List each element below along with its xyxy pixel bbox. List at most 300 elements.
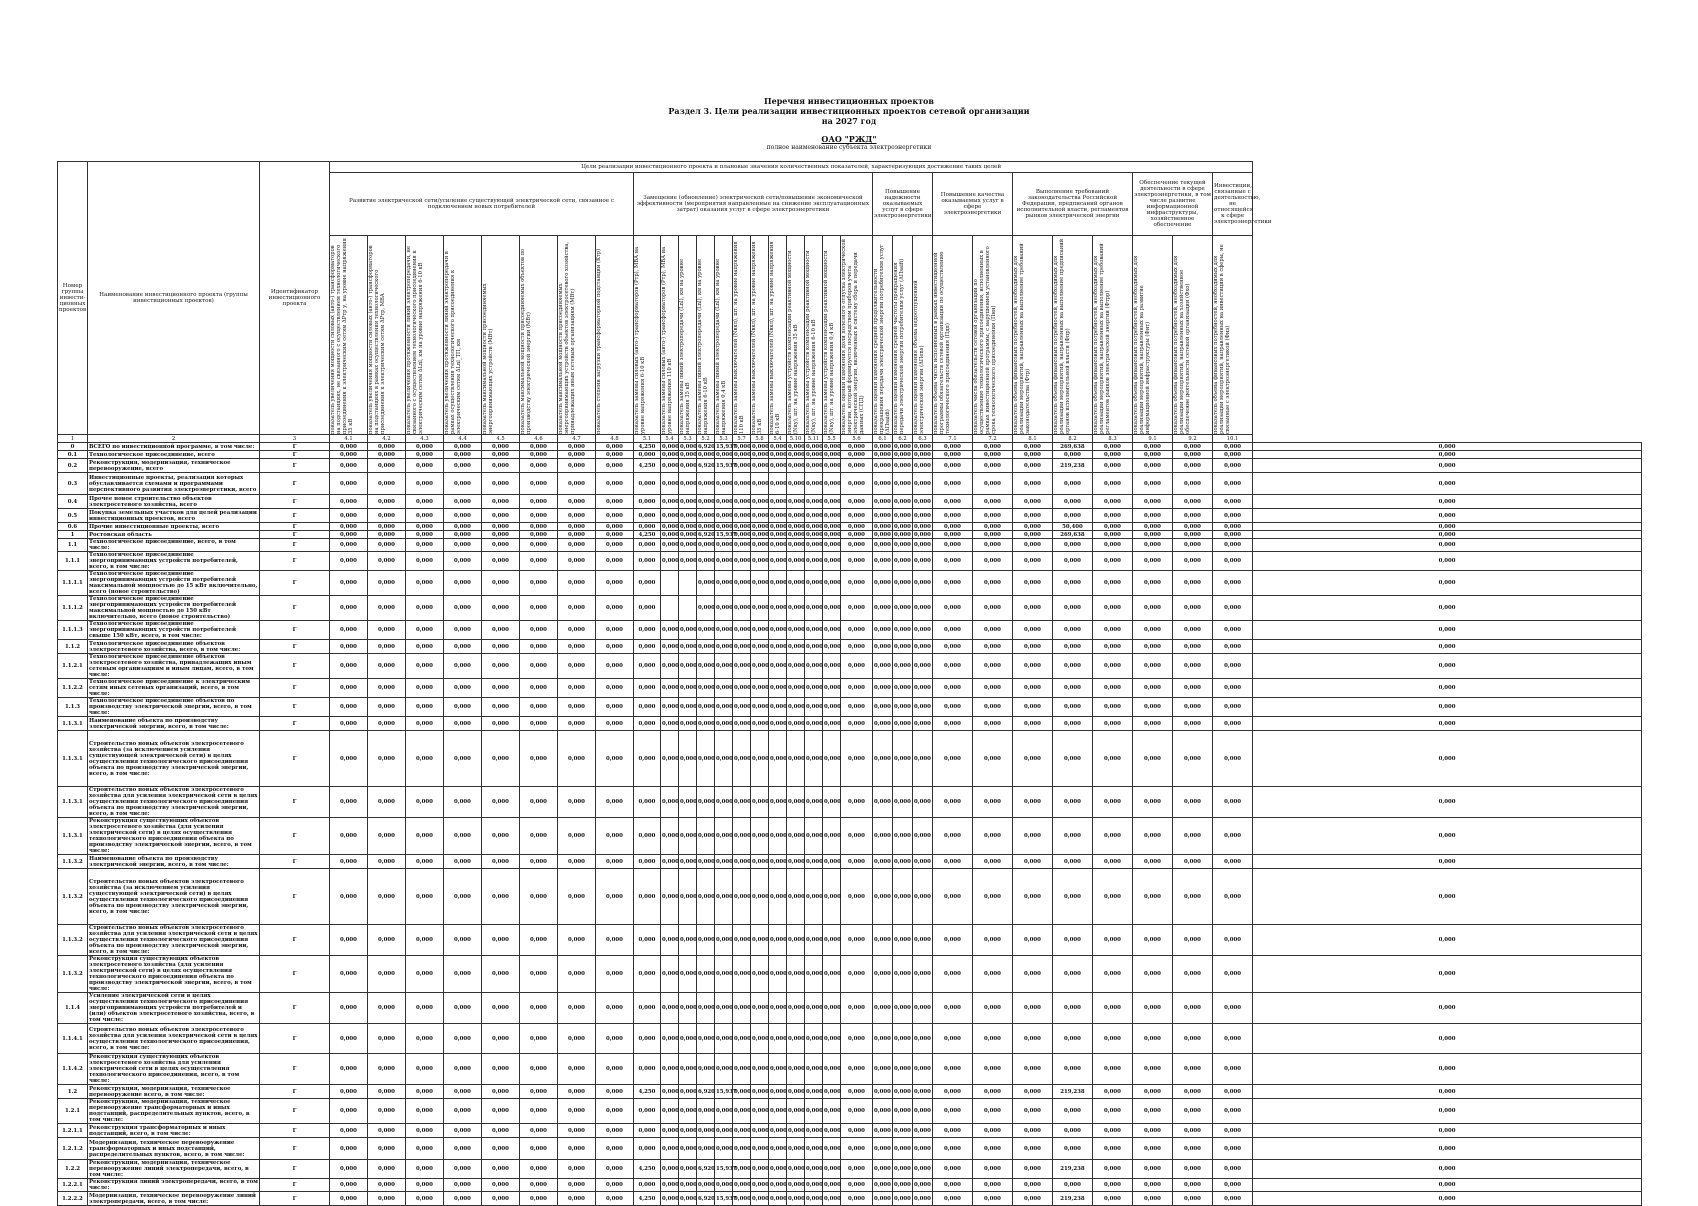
row-value-cell: 0,000 bbox=[1173, 531, 1213, 539]
row-value-cell: 0,000 bbox=[1133, 443, 1173, 451]
row-value-cell: 0,000 bbox=[805, 1138, 823, 1160]
row-value-cell: 0,000 bbox=[330, 1085, 368, 1099]
row-value-cell: 0,000 bbox=[1133, 523, 1173, 531]
row-value-cell: 0,000 bbox=[1213, 523, 1253, 531]
indicator-label: показатель оценки изменения средней продолжительности прекращения передачи электрической энергии потребителям услуг (ΔПsaidi) bbox=[873, 244, 891, 434]
row-value-cell: 0,000 bbox=[933, 621, 973, 640]
row-value-cell: 0,000 bbox=[751, 925, 769, 956]
row-value-cell: 0,000 bbox=[1093, 571, 1133, 596]
row-value-cell: 0,000 bbox=[734, 451, 751, 458]
row-value-cell: 0,000 bbox=[596, 1192, 634, 1206]
row-value-cell: 0,000 bbox=[596, 731, 634, 787]
row-value-cell: 0,000 bbox=[1133, 621, 1173, 640]
row-value-cell: 0,000 bbox=[1093, 1085, 1133, 1099]
row-value-cell: 0,000 bbox=[634, 869, 661, 925]
row-value-cell: 0,000 bbox=[1093, 869, 1133, 925]
row-value-cell: 0,000 bbox=[973, 539, 1013, 552]
row-value-cell: 0,000 bbox=[913, 993, 933, 1024]
row-value-cell: 0,000 bbox=[893, 1085, 913, 1099]
row-value-cell: 0,000 bbox=[933, 596, 973, 621]
row-value-cell: 0,000 bbox=[841, 451, 873, 459]
indicator-label: показатель оценки изменения доли полезного отпуска электрической энергии, который формируется посредством приборов учета электрической энергии, включенных в систему сбора и передачи данных (СПД) bbox=[841, 239, 865, 434]
row-value-cell: 0,000 bbox=[841, 1192, 873, 1206]
row-value-cell: 0,000 bbox=[841, 1138, 873, 1160]
row-value-cell: 0,000 bbox=[406, 621, 444, 640]
row-value-cell: 0,000 bbox=[973, 1024, 1013, 1054]
row-value-cell: 0,000 bbox=[596, 1179, 634, 1192]
row-value-cell: 0,000 bbox=[1133, 956, 1173, 993]
row-value-cell: 0,000 bbox=[406, 571, 444, 596]
row-value-cell: 0,000 bbox=[520, 459, 558, 473]
row-project-name: Реконструкция существующих объектов электросетевого хозяйства для усиления электрической сети в целях осуществления технологического присоединения, всего, в том числе: bbox=[88, 1054, 260, 1085]
indicator-label: показатель объема финансовых потребностей, необходимых для реализации мероприятий, направленных на выполнение требований регламентов рынков электрической энергии (Фтрр) bbox=[1093, 243, 1111, 434]
row-value-cell: 0,000 bbox=[933, 731, 973, 787]
row-value-cell: 0,000 bbox=[330, 1138, 368, 1160]
row-value-cell: 0,000 bbox=[751, 717, 769, 731]
row-value-cell: 0,000 bbox=[368, 509, 406, 523]
row-value-cell: 0,000 bbox=[679, 1192, 697, 1206]
row-value-cell: 0,000 bbox=[662, 531, 679, 538]
row-value-cell: 0,000 bbox=[1253, 731, 1642, 787]
row-value-cell: 0,000 bbox=[520, 1124, 558, 1138]
row-value-cell: 0,000 bbox=[330, 1179, 368, 1192]
row-value-cell: 0,000 bbox=[558, 539, 596, 552]
row-value-cell: 0,000 bbox=[697, 1179, 715, 1192]
row-value-cell: 0,000 bbox=[368, 596, 406, 621]
row-value-cell: 0,000 bbox=[679, 855, 697, 869]
row-value-cell: 0,000 bbox=[330, 956, 368, 993]
row-value-cell: 0,000 bbox=[406, 473, 444, 495]
row-value-cell: 0,000 bbox=[634, 956, 661, 993]
row-value-cell: 0,000 bbox=[715, 509, 733, 523]
row-value-cell: 0,000 bbox=[1173, 451, 1213, 459]
row-value-cell: 0,000 bbox=[873, 1138, 893, 1160]
row-value-cell: 0,000 bbox=[805, 717, 823, 731]
row-value-cell: 0,000 bbox=[1133, 495, 1173, 509]
row-value-cell: 0,000 bbox=[1213, 1138, 1253, 1160]
row-value-cell: 0,000 bbox=[1133, 473, 1173, 495]
row-value-cell: 0,000 bbox=[1253, 473, 1642, 495]
row-value-cell: 0,000 bbox=[406, 1024, 444, 1054]
row-value-cell: 0,000 bbox=[1213, 1124, 1253, 1138]
row-value-cell: 0,000 bbox=[893, 925, 913, 956]
row-value-cell: 0,000 bbox=[751, 731, 769, 787]
row-number: 1.1.2 bbox=[58, 640, 88, 654]
row-value-cell: 0,000 bbox=[1173, 473, 1213, 495]
row-value-cell: 0,000 bbox=[520, 1138, 558, 1160]
row-value-cell: 0,000 bbox=[444, 531, 482, 539]
row-value-cell: 0,000 bbox=[558, 818, 596, 855]
row-project-name: Реконструкция, модернизация, техническое перевооружение линий электропередачи, всего, в том числе: bbox=[88, 1160, 260, 1179]
row-value-cell: 0,000 bbox=[482, 654, 520, 679]
indicator-label: показатель замены устройств компенсации реактивной мощности (Nку), шт. на уровне напряжения 6-10 кВ bbox=[805, 250, 817, 434]
row-value-cell: 0,000 bbox=[1253, 451, 1642, 459]
row-value-cell: 0,000 bbox=[1013, 1085, 1053, 1099]
row-value-cell: 0,000 bbox=[406, 523, 444, 531]
row-value-cell: 0,000 bbox=[406, 1085, 444, 1099]
row-value-cell: 0,000 bbox=[520, 855, 558, 869]
row-value-cell: 0,000 bbox=[444, 451, 482, 459]
indicator-label: показатель степени загрузки трансформаторной подстанции (Ктр) bbox=[596, 248, 602, 434]
row-value-cell: 0,000 bbox=[933, 818, 973, 855]
row-value-cell: 0,000 bbox=[368, 869, 406, 925]
row-value-cell: 0,000 bbox=[406, 596, 444, 621]
row-number: 1.1.3.2 bbox=[58, 925, 88, 956]
row-value-cell: 0,000 bbox=[769, 1085, 787, 1099]
row-value-cell: 0,000 bbox=[1053, 1179, 1093, 1192]
table-row bbox=[58, 925, 1642, 956]
row-value-cell: 0,000 bbox=[634, 539, 661, 552]
row-number: 0.6 bbox=[58, 523, 88, 531]
row-value-cell: 0,000 bbox=[596, 539, 634, 552]
row-value-cell: 0,000 bbox=[805, 855, 823, 869]
row-value-cell: 0,000 bbox=[697, 1138, 715, 1160]
row-value-cell: 0,000 bbox=[1093, 787, 1133, 818]
row-value-cell: 0,000 bbox=[873, 509, 893, 523]
row-value-cell: 219,238 bbox=[1053, 1160, 1093, 1179]
row-value-cell: 0,000 bbox=[933, 1160, 973, 1179]
row-value-cell: 0,000 bbox=[482, 596, 520, 621]
row-value-cell: 0,000 bbox=[933, 531, 973, 539]
row-number: 1.2.1.1 bbox=[58, 1124, 88, 1138]
row-value-cell: 0,000 bbox=[520, 731, 558, 787]
row-value-cell: 0,000 bbox=[914, 451, 931, 458]
row-value-cell: 0,000 bbox=[769, 654, 787, 679]
row-value-cell: 0,000 bbox=[330, 596, 368, 621]
row-value-cell: 0,000 bbox=[933, 1099, 973, 1124]
row-value-cell: 0,000 bbox=[406, 539, 444, 552]
row-value-cell: 0,000 bbox=[368, 731, 406, 787]
row-value-cell: 0,000 bbox=[973, 855, 1013, 869]
table-row bbox=[58, 818, 1642, 855]
indicator-header bbox=[558, 236, 596, 435]
row-value-cell: 0,000 bbox=[1013, 1054, 1053, 1085]
row-value-cell: 0,000 bbox=[482, 443, 520, 451]
row-value-cell: 0,000 bbox=[751, 1179, 769, 1192]
row-project-name: Ростовская область bbox=[88, 531, 260, 539]
row-value-cell: 0,000 bbox=[679, 1138, 697, 1160]
row-value-cell: 0,000 bbox=[751, 1085, 769, 1099]
row-value-cell: 0,000 bbox=[368, 679, 406, 698]
row-value-cell: 0,000 bbox=[661, 855, 679, 869]
row-project-name: Технологическое присоединение энергопринимающих устройств потребителей максимальной мощностью до 150 кВт включительно, всего (новое строительство) bbox=[88, 596, 260, 621]
row-project-id: Г bbox=[260, 698, 330, 717]
column-number: 4.1 bbox=[330, 435, 368, 443]
indicator-header bbox=[933, 236, 973, 435]
table-row bbox=[58, 443, 1642, 451]
row-project-id: Г bbox=[260, 787, 330, 818]
row-value-cell: 0,000 bbox=[769, 1179, 787, 1192]
row-value-cell: 0,000 bbox=[406, 509, 444, 523]
row-value-cell: 0,000 bbox=[1013, 1099, 1053, 1124]
row-value-cell: 0,000 bbox=[715, 539, 733, 552]
row-value-cell: 0,000 bbox=[520, 539, 558, 552]
row-value-cell: 0,000 bbox=[368, 495, 406, 509]
row-value-cell: 0,000 bbox=[1213, 640, 1253, 654]
row-value-cell: 0,000 bbox=[733, 855, 751, 869]
row-value-cell: 0,000 bbox=[330, 679, 368, 698]
goal-group-header: Выполнение требований законодательства Российской Федерации, предписаний органов исполнительной власти, регламентов рынков электрической энергии bbox=[1013, 173, 1133, 236]
row-value-cell: 0,000 bbox=[751, 552, 769, 571]
row-value-cell: 0,000 bbox=[482, 531, 520, 539]
indicator-header bbox=[444, 236, 482, 435]
row-value-cell: 0,000 bbox=[1093, 1099, 1133, 1124]
row-value-cell: 0,000 bbox=[1173, 1085, 1213, 1099]
table-row bbox=[58, 1024, 1642, 1054]
row-value-cell: 0,000 bbox=[482, 459, 520, 473]
row-value-cell: 15,937 bbox=[715, 1085, 733, 1099]
row-value-cell: 0,000 bbox=[661, 1099, 679, 1124]
row-value-cell: 0,000 bbox=[558, 621, 596, 640]
row-value-cell: 0,000 bbox=[913, 818, 933, 855]
column-number: 8.2 bbox=[1053, 435, 1093, 443]
row-value-cell: 0,000 bbox=[1173, 654, 1213, 679]
row-value-cell: 0,000 bbox=[1253, 531, 1642, 539]
row-value-cell: 0,000 bbox=[873, 698, 893, 717]
row-value-cell: 0,000 bbox=[330, 654, 368, 679]
row-value-cell: 50,400 bbox=[1053, 523, 1093, 531]
row-value-cell: 0,000 bbox=[841, 531, 873, 539]
row-value-cell: 0,000 bbox=[1093, 473, 1133, 495]
row-value-cell: 0,000 bbox=[444, 621, 482, 640]
row-value-cell: 0,000 bbox=[841, 459, 873, 473]
row-value-cell: 0,000 bbox=[873, 956, 893, 993]
table-row bbox=[58, 1179, 1642, 1192]
row-value-cell: 0,000 bbox=[661, 956, 679, 993]
row-value-cell: 0,000 bbox=[873, 1160, 893, 1179]
row-value-cell: 0,000 bbox=[787, 654, 805, 679]
row-value-cell: 0,000 bbox=[751, 596, 769, 621]
row-value-cell: 0,000 bbox=[558, 869, 596, 925]
indicator-header bbox=[482, 236, 520, 435]
row-value-cell: 0,000 bbox=[1173, 698, 1213, 717]
row-value-cell: 0,000 bbox=[933, 679, 973, 698]
row-value-cell: 0,000 bbox=[634, 679, 661, 698]
indicator-header bbox=[634, 236, 661, 435]
row-value-cell: 0,000 bbox=[914, 531, 931, 538]
row-value-cell: 0,000 bbox=[805, 552, 823, 571]
row-value-cell: 0,000 bbox=[444, 956, 482, 993]
row-value-cell: 0,000 bbox=[973, 869, 1013, 925]
row-value-cell: 0,000 bbox=[1213, 473, 1253, 495]
row-value-cell: 0,000 bbox=[661, 731, 679, 787]
row-project-id: Г bbox=[260, 1024, 330, 1054]
row-value-cell: 0,000 bbox=[558, 451, 596, 459]
row-value-cell: 0,000 bbox=[406, 855, 444, 869]
row-value-cell: 0,000 bbox=[1173, 596, 1213, 621]
row-value-cell: 0,000 bbox=[841, 640, 873, 654]
row-value-cell: 0,000 bbox=[893, 596, 913, 621]
row-value-cell: 0,000 bbox=[1053, 787, 1093, 818]
row-value-cell: 0,000 bbox=[1173, 1124, 1213, 1138]
row-value-cell: 0,000 bbox=[1173, 855, 1213, 869]
row-value-cell: 0,000 bbox=[444, 509, 482, 523]
row-number: 0.3 bbox=[58, 473, 88, 495]
table-row bbox=[58, 679, 1642, 698]
row-value-cell: 0,000 bbox=[805, 1179, 823, 1192]
row-value-cell: 0,000 bbox=[841, 1179, 873, 1192]
row-value-cell: 0,000 bbox=[1133, 1160, 1173, 1179]
row-value-cell: 0,000 bbox=[406, 731, 444, 787]
row-value-cell: 0,000 bbox=[1093, 509, 1133, 523]
row-value-cell: 0,000 bbox=[520, 717, 558, 731]
row-value-cell: 0,000 bbox=[734, 523, 751, 530]
column-number: 9.2 bbox=[1173, 435, 1213, 443]
row-value-cell: 0,000 bbox=[769, 1054, 787, 1085]
row-value-cell: 0,000 bbox=[751, 640, 769, 654]
row-project-name: Инвестиционные проекты, реализация которых обуславливается схемами и программами перспективного развития электроэнергетики, всего bbox=[88, 473, 260, 495]
row-value-cell: 0,000 bbox=[596, 531, 634, 539]
row-value-cell: 0,000 bbox=[913, 473, 933, 495]
row-value-cell: 0,000 bbox=[634, 509, 661, 523]
row-value-cell: 0,000 bbox=[1053, 654, 1093, 679]
goal-group-header: Инвестиции, связанные с деятельностью, не относящейся к сфере электроэнергетики bbox=[1213, 173, 1253, 236]
row-project-id: Г bbox=[260, 925, 330, 956]
row-value-cell: 0,000 bbox=[1213, 459, 1253, 473]
row-value-cell: 0,000 bbox=[444, 1099, 482, 1124]
row-value-cell: 0,000 bbox=[368, 473, 406, 495]
row-value-cell: 0,000 bbox=[558, 640, 596, 654]
row-value-cell: 0,000 bbox=[1173, 679, 1213, 698]
row-value-cell: 0,000 bbox=[1173, 956, 1213, 993]
indicator-label: показатель замены линий электропередачи (Lnl), км на уровне напряжения 35 кВ bbox=[679, 258, 691, 434]
indicator-header bbox=[893, 236, 913, 435]
row-value-cell: 0,000 bbox=[697, 993, 715, 1024]
row-value-cell: 0,000 bbox=[823, 1099, 841, 1124]
row-value-cell: 0,000 bbox=[933, 523, 973, 531]
row-number: 1.2 bbox=[58, 1085, 88, 1099]
column-number: 6.1 bbox=[873, 435, 893, 443]
row-value-cell: 0,000 bbox=[1133, 640, 1173, 654]
row-value-cell: 0,000 bbox=[661, 818, 679, 855]
row-value-cell: 0,000 bbox=[1013, 869, 1053, 925]
indicator-header bbox=[679, 236, 697, 435]
row-value-cell: 4,250 bbox=[634, 1160, 661, 1179]
row-value-cell: 15,937 bbox=[716, 531, 737, 538]
row-value-cell: 0,000 bbox=[697, 640, 715, 654]
row-value-cell: 0,000 bbox=[788, 531, 805, 538]
row-value-cell: 0,000 bbox=[787, 1179, 805, 1192]
row-value-cell: 0,000 bbox=[634, 1024, 661, 1054]
row-value-cell: 0,000 bbox=[1213, 1179, 1253, 1192]
row-value-cell: 0,000 bbox=[661, 495, 679, 509]
row-value-cell: 0,000 bbox=[482, 539, 520, 552]
row-value-cell: 0,000 bbox=[1093, 1179, 1133, 1192]
row-value-cell: 0,000 bbox=[769, 869, 787, 925]
row-value-cell: 0,000 bbox=[406, 1192, 444, 1206]
row-value-cell: 0,000 bbox=[893, 818, 913, 855]
table-row bbox=[58, 552, 1642, 571]
row-value-cell: 0,000 bbox=[733, 509, 751, 523]
row-value-cell: 15,937 bbox=[715, 1160, 733, 1179]
row-value-cell: 0,000 bbox=[368, 717, 406, 731]
row-value-cell: 0,000 bbox=[1213, 552, 1253, 571]
row-value-cell: 0,000 bbox=[661, 621, 679, 640]
row-value-cell: 0,000 bbox=[1133, 818, 1173, 855]
row-project-name: Технологическое присоединение, всего bbox=[88, 451, 260, 459]
row-value-cell: 0,000 bbox=[769, 731, 787, 787]
row-number: 0.5 bbox=[58, 509, 88, 523]
row-value-cell: 0,000 bbox=[1253, 571, 1642, 596]
row-value-cell: 0,000 bbox=[824, 531, 841, 538]
row-value-cell: 0,000 bbox=[634, 1179, 661, 1192]
row-value-cell: 0,000 bbox=[558, 731, 596, 787]
row-value-cell: 0,000 bbox=[596, 443, 634, 451]
row-value-cell: 0,000 bbox=[482, 1024, 520, 1054]
row-value-cell: 0,000 bbox=[752, 451, 769, 458]
row-value-cell: 0,000 bbox=[805, 1192, 823, 1206]
row-value-cell: 0,000 bbox=[788, 451, 805, 458]
row-value-cell: 0,000 bbox=[805, 495, 823, 509]
row-value-cell: 0,000 bbox=[805, 698, 823, 717]
row-value-cell: 0,000 bbox=[751, 1024, 769, 1054]
row-value-cell: 0,000 bbox=[733, 654, 751, 679]
row-value-cell: 0,000 bbox=[679, 717, 697, 731]
row-value-cell: 0,000 bbox=[634, 596, 661, 621]
row-project-name: Технологическое присоединение к электрическим сетям иных сетевых организаций, всего, в том числе: bbox=[88, 679, 260, 698]
row-value-cell: 0,000 bbox=[770, 451, 787, 458]
row-value-cell: 0,000 bbox=[698, 523, 715, 530]
row-value-cell: 0,000 bbox=[679, 539, 697, 552]
row-value-cell: 0,000 bbox=[973, 717, 1013, 731]
row-value-cell: 0,000 bbox=[933, 869, 973, 925]
doc-title-line3: на 2027 год bbox=[821, 116, 877, 126]
row-value-cell: 0,000 bbox=[1213, 731, 1253, 787]
row-value-cell: 0,000 bbox=[596, 1160, 634, 1179]
row-value-cell: 0,000 bbox=[1253, 1138, 1642, 1160]
row-value-cell: 0,000 bbox=[406, 1054, 444, 1085]
row-project-id: Г bbox=[260, 1124, 330, 1138]
row-value-cell: 0,000 bbox=[1213, 787, 1253, 818]
row-value-cell: 4,250 bbox=[634, 1192, 661, 1206]
row-project-name: Модернизация, техническое перевооружение трансформаторных и иных подстанций, распределительных пунктов, всего, в том числе: bbox=[88, 1138, 260, 1160]
row-value-cell: 0,000 bbox=[805, 640, 823, 654]
row-value-cell: 0,000 bbox=[874, 451, 891, 458]
row-value-cell: 0,000 bbox=[558, 443, 596, 451]
column-number: 3 bbox=[260, 435, 330, 443]
row-value-cell: 0,000 bbox=[913, 539, 933, 552]
row-value-cell: 0,000 bbox=[805, 818, 823, 855]
row-value-cell: 0,000 bbox=[733, 473, 751, 495]
row-value-cell: 0,000 bbox=[1253, 459, 1642, 473]
row-project-id: Г bbox=[260, 1160, 330, 1179]
row-value-cell: 0,000 bbox=[805, 459, 823, 473]
row-value-cell: 0,000 bbox=[873, 654, 893, 679]
row-value-cell: 0,000 bbox=[973, 552, 1013, 571]
row-project-id: Г bbox=[260, 451, 330, 459]
row-value-cell bbox=[661, 596, 679, 621]
row-value-cell: 0,000 bbox=[697, 679, 715, 698]
row-value-cell: 0,000 bbox=[444, 523, 482, 531]
row-value-cell: 0,000 bbox=[1133, 1085, 1173, 1099]
row-number: 1.2.2 bbox=[58, 1160, 88, 1179]
row-value-cell: 0,000 bbox=[406, 531, 444, 539]
row-value-cell: 0,000 bbox=[1173, 731, 1213, 787]
row-value-cell: 0,000 bbox=[1173, 869, 1213, 925]
row-value-cell: 0,000 bbox=[734, 531, 751, 538]
row-value-cell: 0,000 bbox=[1253, 539, 1642, 552]
row-value-cell: 0,000 bbox=[482, 1054, 520, 1085]
row-value-cell: 0,000 bbox=[596, 552, 634, 571]
row-value-cell: 0,000 bbox=[558, 956, 596, 993]
row-value-cell: 0,000 bbox=[1253, 717, 1642, 731]
row-value-cell: 0,000 bbox=[787, 818, 805, 855]
row-value-cell: 0,000 bbox=[558, 509, 596, 523]
row-value-cell: 0,000 bbox=[823, 1124, 841, 1138]
row-value-cell: 0,000 bbox=[873, 717, 893, 731]
row-value-cell: 0,000 bbox=[520, 818, 558, 855]
row-value-cell: 0,000 bbox=[661, 869, 679, 925]
